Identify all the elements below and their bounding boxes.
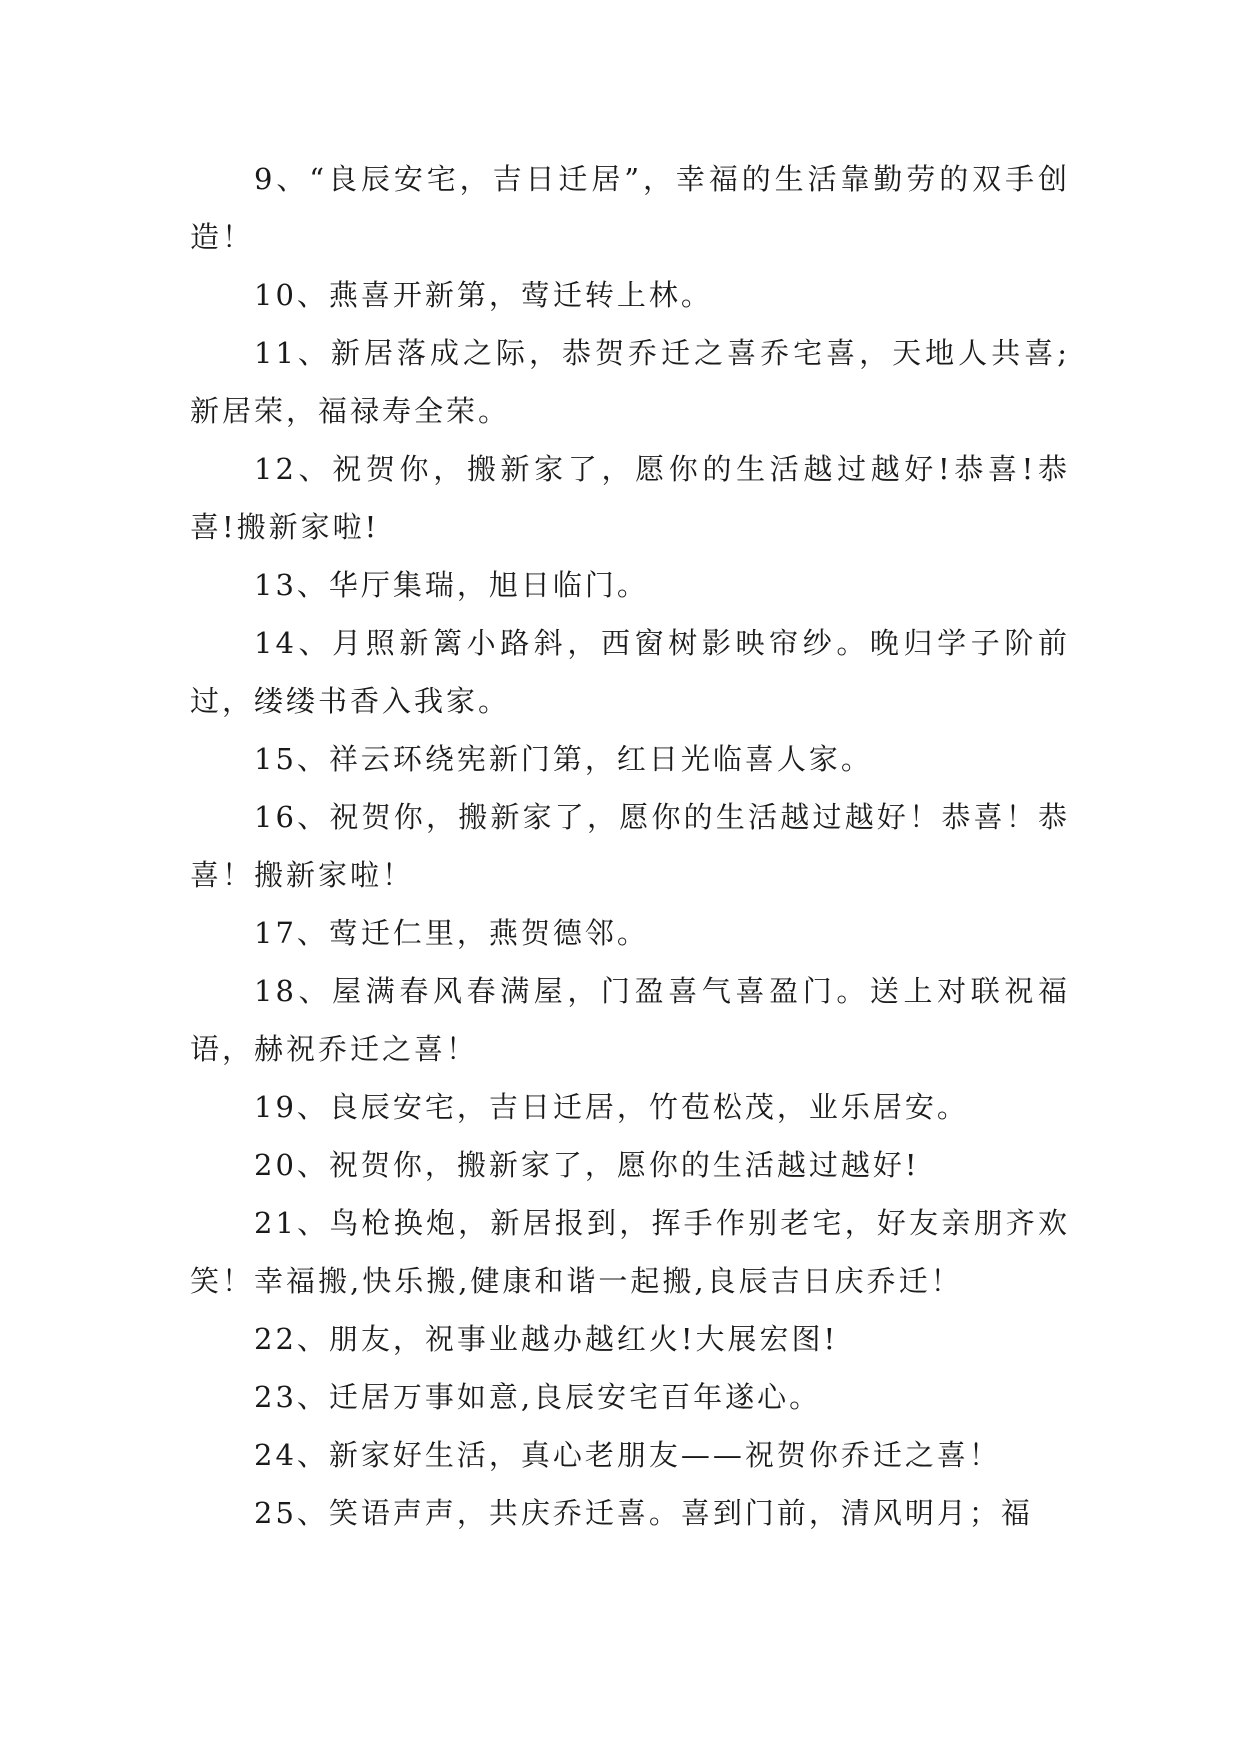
list-item: 11、新居落成之际，恭贺乔迁之喜乔宅喜，天地人共喜;新居荣，福禄寿全荣。 [190, 336, 1070, 428]
list-item: 24、新家好生活，真心老朋友——祝贺你乔迁之喜！ [254, 1438, 1001, 1472]
list-item: 25、笑语声声，共庆乔迁喜。喜到门前，清风明月；福 [254, 1496, 1033, 1530]
list-item: 15、祥云环绕宪新门第，红日光临喜人家。 [254, 742, 873, 776]
list-item: 13、华厅集瑞，旭日临门。 [254, 568, 649, 602]
list-item: 12、祝贺你，搬新家了，愿你的生活越过越好!恭喜!恭喜!搬新家啦! [190, 452, 1070, 544]
list-item: 19、良辰安宅，吉日迁居，竹苞松茂，业乐居安。 [254, 1090, 969, 1124]
document-page [190, 150, 1070, 1542]
list-item: 20、祝贺你，搬新家了，愿你的生活越过越好! [254, 1148, 920, 1182]
list-item: 16、祝贺你，搬新家了，愿你的生活越过越好！恭喜！恭喜！搬新家啦！ [190, 800, 1070, 892]
list-item: 14、月照新篱小路斜，西窗树影映帘纱。晚归学子阶前过，缕缕书香入我家。 [190, 626, 1070, 718]
list-item: 21、鸟枪换炮，新居报到，挥手作别老宅，好友亲朋齐欢笑！幸福搬,快乐搬,健康和谐一起搬,良辰吉日庆乔迁！ [190, 1206, 1070, 1298]
list-item: 23、迁居万事如意,良辰安宅百年遂心。 [254, 1380, 822, 1414]
list-item: 22、朋友，祝事业越办越红火!大展宏图! [254, 1322, 839, 1356]
list-item: 10、燕喜开新第，莺迁转上林。 [254, 278, 713, 312]
list-item: 17、莺迁仁里，燕贺德邻。 [254, 916, 649, 950]
list-item: 18、屋满春风春满屋，门盈喜气喜盈门。送上对联祝福语，赫祝乔迁之喜！ [190, 974, 1070, 1066]
list-item: 9、“良辰安宅，吉日迁居”，幸福的生活靠勤劳的双手创造！ [190, 162, 1070, 254]
